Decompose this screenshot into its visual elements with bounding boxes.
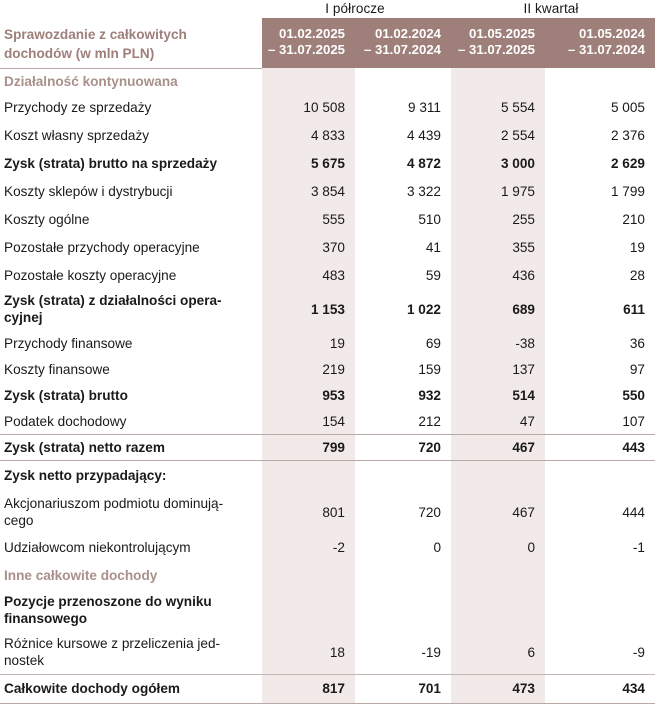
row-label-line-1: Różnice kursowe z przeliczenia jed- <box>4 636 221 651</box>
row-value-col-4: 434 <box>622 681 645 696</box>
column-group-header-row <box>0 0 655 18</box>
period-header-col-3 <box>451 18 545 68</box>
period-header-col-4 <box>545 18 655 68</box>
row-label: Pozostałe przychody operacyjne <box>4 239 200 255</box>
row-value-col-4: 5 005 <box>610 99 645 115</box>
row-value-col-2: 9 311 <box>407 99 441 115</box>
row-value-col-4: 97 <box>629 361 645 377</box>
row-label <box>0 292 262 326</box>
row-label: Koszt własny sprzedaży <box>4 127 150 143</box>
column-group-second-quarter: II kwartał <box>523 1 579 16</box>
row-value-col-4: 550 <box>622 387 645 403</box>
row-label: Działalność kontynuowana <box>4 73 178 89</box>
period-col-1-start: 01.02.2025 <box>278 26 345 41</box>
row-label: Koszty sklepów i dystrybucji <box>4 183 173 199</box>
table-row <box>0 356 655 382</box>
table-row <box>0 150 655 176</box>
period-col-2-end: – 31.07.2024 <box>363 42 441 57</box>
row-value-col-1: 799 <box>322 440 345 455</box>
table-row <box>0 94 655 120</box>
row-value-col-3: 137 <box>512 361 535 377</box>
row-value-col-2: 159 <box>418 361 441 377</box>
row-label: Przychody ze sprzedaży <box>4 99 152 115</box>
row-value-col-2: 1 022 <box>406 301 441 317</box>
table-row <box>0 589 655 631</box>
table-title <box>0 18 262 68</box>
table-bottom-rule <box>0 703 655 704</box>
row-value-col-2: 59 <box>425 267 441 283</box>
row-label-line-1: Akcjonariuszom podmiotu dominują- <box>4 496 224 511</box>
table-row <box>0 561 655 589</box>
row-value-col-1: 154 <box>322 413 345 429</box>
row-value-col-2: 720 <box>418 504 441 520</box>
row-value-col-1: 3 854 <box>310 183 345 199</box>
table-row <box>0 491 655 533</box>
row-value-col-4: 210 <box>622 211 645 227</box>
row-value-col-3: 355 <box>512 239 535 255</box>
table-row <box>0 288 655 330</box>
row-value-col-1: 19 <box>329 335 345 351</box>
row-value-col-1: 18 <box>329 644 345 660</box>
title-underline-rule <box>0 68 262 69</box>
period-header-col-1 <box>262 18 355 68</box>
row-value-col-3: 436 <box>512 267 535 283</box>
table-row <box>0 178 655 204</box>
table-row <box>0 382 655 408</box>
row-value-col-4: 443 <box>622 440 645 455</box>
row-value-col-4: 36 <box>629 335 645 351</box>
table-row <box>0 675 655 702</box>
row-label-line-1: Pozycje przenoszone do wyniku <box>4 594 212 609</box>
row-value-col-4: 28 <box>629 267 645 283</box>
row-label-line-2: nostek <box>4 653 45 668</box>
row-value-col-2: 701 <box>418 681 441 696</box>
table-row <box>0 262 655 288</box>
table-row <box>0 234 655 260</box>
period-col-2-start: 01.02.2024 <box>374 26 441 41</box>
row-label: Podatek dochodowy <box>4 413 127 429</box>
table-row <box>0 435 655 460</box>
row-value-col-3: 3 000 <box>500 155 535 171</box>
row-value-col-1: 801 <box>322 504 345 520</box>
period-col-3-end: – 31.07.2025 <box>457 42 535 57</box>
row-value-col-1: -2 <box>332 539 345 555</box>
row-label-line-1: Zysk (strata) z działalności opera- <box>4 293 222 308</box>
row-value-col-3: 5 554 <box>500 99 535 115</box>
row-label: Całkowite dochody ogółem <box>4 681 180 696</box>
row-value-col-1: 5 675 <box>310 155 345 171</box>
row-label: Zysk (strata) netto razem <box>4 440 165 455</box>
table-row <box>0 631 655 673</box>
row-label-line-2: cyjnej <box>4 310 43 325</box>
row-value-col-2: 0 <box>433 539 441 555</box>
table-row <box>0 461 655 489</box>
row-value-col-2: 3 322 <box>406 183 441 199</box>
period-header-col-2 <box>355 18 451 68</box>
table-row <box>0 206 655 232</box>
row-value-col-4: 2 376 <box>610 127 645 143</box>
table-row <box>0 533 655 561</box>
row-value-col-2: 69 <box>425 335 441 351</box>
row-value-col-3: 514 <box>512 387 535 403</box>
row-value-col-3: 6 <box>527 644 535 660</box>
row-label: Koszty ogólne <box>4 211 90 227</box>
period-col-4-end: – 31.07.2024 <box>567 42 645 57</box>
row-label <box>0 635 262 669</box>
row-value-col-1: 4 833 <box>310 127 345 143</box>
separator-rule-below-net-total <box>0 460 655 461</box>
period-col-4-start: 01.05.2024 <box>578 26 645 41</box>
row-label-line-2: cego <box>4 513 34 528</box>
table-row <box>0 408 655 434</box>
row-value-col-3: 467 <box>512 440 535 455</box>
row-value-col-4: 107 <box>622 413 645 429</box>
row-value-col-4: 2 629 <box>610 155 645 171</box>
period-header-band <box>262 18 655 68</box>
row-value-col-3: 473 <box>512 681 535 696</box>
row-value-col-3: 1 975 <box>500 183 535 199</box>
row-label: Zysk (strata) brutto na sprzedaży <box>4 155 218 171</box>
row-value-col-3: 47 <box>519 413 535 429</box>
row-value-col-2: 4 439 <box>406 127 441 143</box>
row-value-col-1: 1 153 <box>310 301 345 317</box>
row-label <box>0 495 262 529</box>
row-value-col-4: 1 799 <box>610 183 645 199</box>
row-value-col-4: 19 <box>629 239 645 255</box>
row-value-col-3: 0 <box>527 539 535 555</box>
row-label <box>0 593 262 627</box>
row-value-col-1: 483 <box>322 267 345 283</box>
row-value-col-2: 932 <box>418 387 441 403</box>
table-row <box>0 68 655 94</box>
row-value-col-4: 611 <box>623 301 645 317</box>
row-value-col-3: 689 <box>512 301 535 317</box>
row-value-col-4: -9 <box>632 644 645 660</box>
row-value-col-1: 219 <box>322 361 345 377</box>
row-value-col-2: 212 <box>418 413 441 429</box>
row-value-col-3: 255 <box>512 211 535 227</box>
row-value-col-1: 817 <box>322 681 345 696</box>
table-row <box>0 330 655 356</box>
row-value-col-4: -1 <box>632 539 645 555</box>
row-value-col-2: 41 <box>425 239 441 255</box>
row-value-col-3: -38 <box>515 335 535 351</box>
column-group-first-half: I półrocze <box>325 1 385 16</box>
row-value-col-2: 510 <box>418 211 441 227</box>
period-col-3-start: 01.05.2025 <box>468 26 535 41</box>
period-col-1-end: – 31.07.2025 <box>267 42 345 57</box>
table-title-line-1: Sprawozdanie z całkowitych <box>4 27 187 42</box>
row-label: Zysk netto przypadający: <box>4 467 167 483</box>
row-label: Inne całkowite dochody <box>4 567 158 583</box>
row-label-line-2: finansowego <box>4 611 88 626</box>
row-label: Koszty finansowe <box>4 361 110 377</box>
row-value-col-4: 444 <box>622 504 645 520</box>
row-value-col-3: 467 <box>512 504 535 520</box>
row-label: Zysk (strata) brutto <box>4 387 128 403</box>
row-value-col-2: 720 <box>418 440 441 455</box>
row-label: Udziałowcom niekontrolującym <box>4 539 191 555</box>
row-label: Pozostałe koszty operacyjne <box>4 267 177 283</box>
row-value-col-2: 4 872 <box>406 155 441 171</box>
row-label: Przychody finansowe <box>4 335 133 351</box>
row-value-col-2: -19 <box>421 644 441 660</box>
separator-rule-above-net-total <box>0 434 655 435</box>
row-value-col-1: 555 <box>322 211 345 227</box>
separator-rule-above-grand-total <box>0 674 655 675</box>
table-row <box>0 122 655 148</box>
table-title-line-2: dochodów (w mln PLN) <box>4 46 155 61</box>
row-value-col-1: 370 <box>322 239 345 255</box>
row-value-col-1: 10 508 <box>303 99 345 115</box>
row-value-col-3: 2 554 <box>500 127 535 143</box>
row-value-col-1: 953 <box>322 387 345 403</box>
